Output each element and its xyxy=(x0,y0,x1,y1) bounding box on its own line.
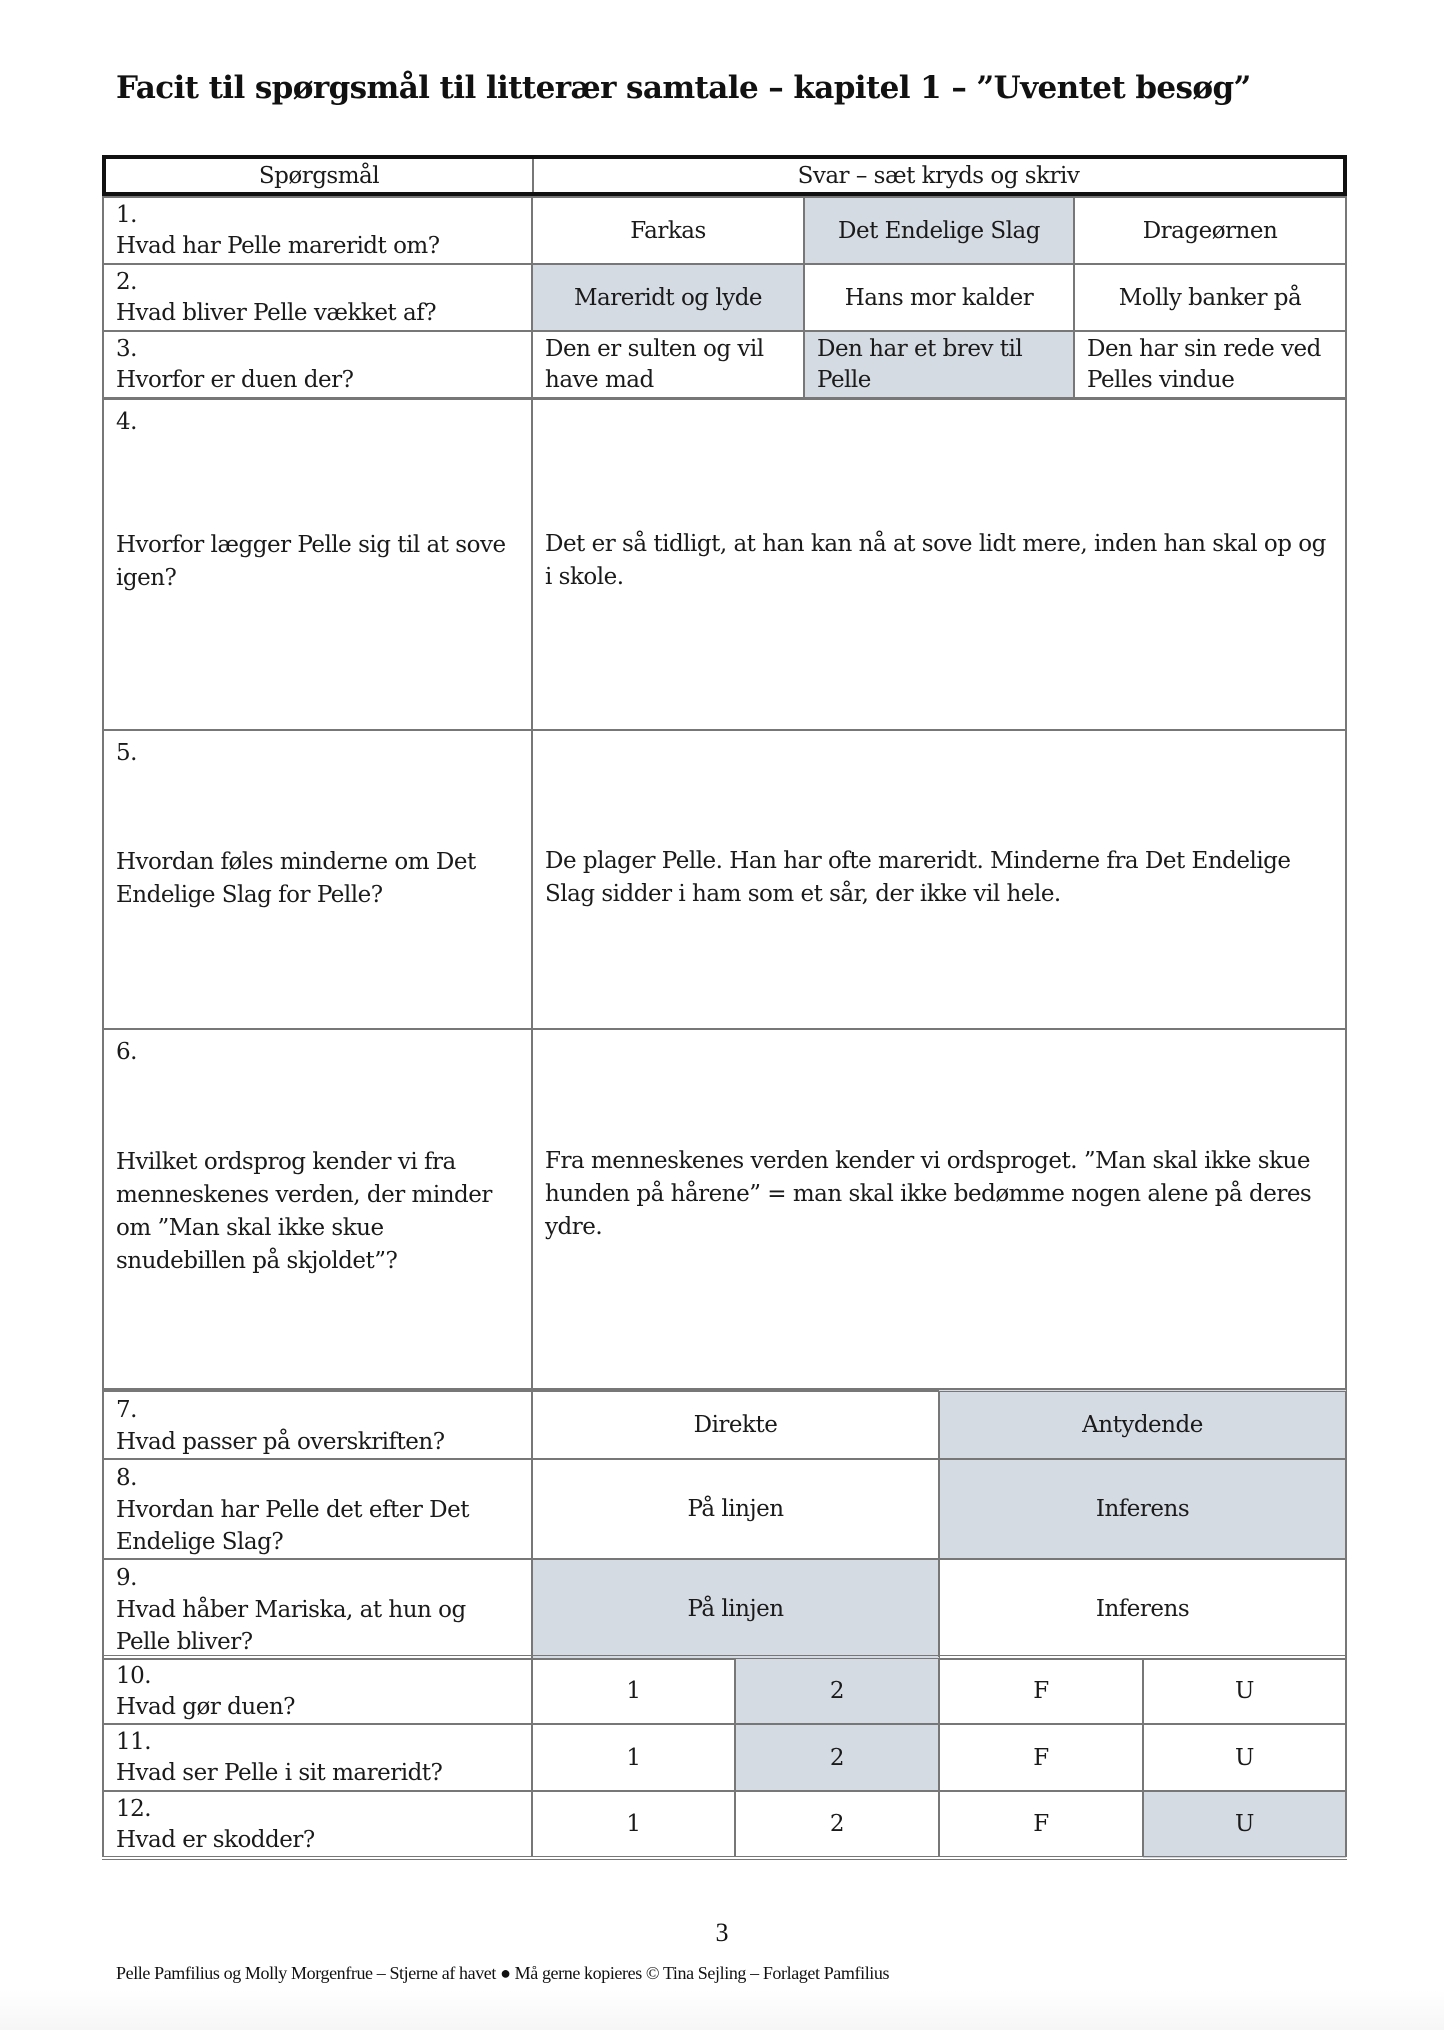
question-text: Hvad ser Pelle i sit mareridt? xyxy=(116,1760,443,1786)
question-number: 5. xyxy=(116,740,137,766)
page-bottom-shade xyxy=(0,1990,1444,2030)
answer-option[interactable] xyxy=(532,1791,735,1858)
answer-text-cell[interactable] xyxy=(532,730,1346,1029)
answer-option-selected[interactable] xyxy=(939,1390,1346,1459)
question-text: Hvad gør duen? xyxy=(116,1694,295,1720)
answer-option[interactable] xyxy=(1143,1657,1346,1724)
question-cell xyxy=(103,730,532,1029)
open-questions-table xyxy=(102,398,1347,1391)
answer-option-label: På linjen xyxy=(687,1496,784,1522)
answer-option-label: Hans mor kalder xyxy=(844,284,1034,311)
answer-option-label: U xyxy=(1235,1811,1254,1837)
question-cell xyxy=(103,1791,532,1858)
answer-option-selected[interactable] xyxy=(804,331,1074,398)
question-row-10 xyxy=(103,1657,1346,1724)
answer-option-label: Direkte xyxy=(693,1412,778,1438)
question-text: Hvilket ordsprog kender vi fra menneskenes verden, der minder om ”Man skal ikke skue snudebillen på skjoldet”? xyxy=(116,1149,492,1274)
answer-option[interactable] xyxy=(939,1724,1143,1791)
answer-option-selected[interactable] xyxy=(804,197,1074,264)
answer-option-selected[interactable] xyxy=(735,1657,939,1724)
question-number: 8. xyxy=(116,1465,137,1491)
answer-option-label: Det Endelige Slag xyxy=(838,217,1040,244)
answer-text: De plager Pelle. Han har ofte mareridt. Minderne fra Det Endelige Slag sidder i ham som et sår, der ikke vil hele. xyxy=(545,848,1291,907)
question-text: Hvad passer på overskriften? xyxy=(116,1429,445,1455)
answer-option[interactable] xyxy=(532,1390,939,1459)
answer-option[interactable] xyxy=(939,1559,1346,1659)
question-text: Hvad bliver Pelle vækket af? xyxy=(116,300,437,326)
answer-option-selected[interactable] xyxy=(1143,1791,1346,1858)
question-text: Hvad har Pelle mareridt om? xyxy=(116,233,440,259)
question-text: Hvorfor er duen der? xyxy=(116,367,354,393)
answer-text: Det er så tidligt, at han kan nå at sove lidt mere, inden han skal op og i skole. xyxy=(545,531,1326,590)
answer-option[interactable] xyxy=(735,1791,939,1858)
question-cell xyxy=(103,399,532,730)
answer-option-label: På linjen xyxy=(687,1596,784,1622)
page-number: 3 xyxy=(715,1918,729,1947)
question-row-2 xyxy=(103,264,1346,331)
answer-option-label: F xyxy=(1033,1811,1049,1837)
question-text: Hvad er skodder? xyxy=(116,1827,315,1853)
answer-option[interactable] xyxy=(939,1657,1143,1724)
question-row-9 xyxy=(103,1559,1346,1659)
question-text: Hvordan føles minderne om Det Endelige Slag for Pelle? xyxy=(116,849,476,908)
answer-option-label: Den er sulten og vil have mad xyxy=(545,336,764,393)
graded-choice-table xyxy=(102,1655,1347,1860)
answer-text-cell[interactable] xyxy=(532,399,1346,730)
answer-option[interactable] xyxy=(1074,264,1346,331)
question-cell xyxy=(103,1657,532,1724)
header-answer-column: Svar – sæt kryds og skriv xyxy=(533,157,1345,194)
question-cell xyxy=(103,1559,532,1659)
header-question-column: Spørgsmål xyxy=(104,157,533,194)
question-text: Hvordan har Pelle det efter Det Endelige Slag? xyxy=(116,1497,469,1555)
answer-option-label: Antydende xyxy=(1082,1412,1203,1438)
question-cell xyxy=(103,1029,532,1390)
question-row-5 xyxy=(103,730,1346,1029)
question-row-4 xyxy=(103,399,1346,730)
question-cell xyxy=(103,1390,532,1459)
answer-option-label: Inferens xyxy=(1095,1596,1190,1622)
answer-option-label: U xyxy=(1235,1744,1254,1771)
multiple-choice-table xyxy=(102,196,1347,399)
answer-option[interactable] xyxy=(532,1459,939,1559)
question-number: 10. xyxy=(116,1663,152,1689)
answer-option-label: 1 xyxy=(626,1744,641,1771)
question-number: 3. xyxy=(116,336,137,362)
question-row-12 xyxy=(103,1791,1346,1858)
answer-option-label: 2 xyxy=(829,1678,845,1704)
answer-option-label: Molly banker på xyxy=(1118,284,1302,311)
question-row-6 xyxy=(103,1029,1346,1390)
question-number: 2. xyxy=(116,269,137,295)
answer-option[interactable] xyxy=(1074,197,1346,264)
question-number: 11. xyxy=(116,1729,152,1755)
answer-option-label: 2 xyxy=(829,1744,845,1771)
question-text: Hvad håber Mariska, at hun og Pelle bliver? xyxy=(116,1597,466,1655)
question-cell xyxy=(103,197,532,264)
answer-option[interactable] xyxy=(939,1791,1143,1858)
question-row-7 xyxy=(103,1390,1346,1459)
answer-option[interactable] xyxy=(1074,331,1346,398)
question-number: 12. xyxy=(116,1796,152,1822)
answer-option-selected[interactable] xyxy=(532,264,804,331)
answer-option-label: F xyxy=(1033,1678,1049,1704)
answer-text: Fra menneskenes verden kender vi ordsproget. ”Man skal ikke skue hunden på hårene” = man skal ikke bedømme nogen alene på deres ydre. xyxy=(545,1148,1312,1240)
question-cell xyxy=(103,1724,532,1791)
answer-option-label: U xyxy=(1235,1678,1254,1704)
answer-option-selected[interactable] xyxy=(735,1724,939,1791)
header-row xyxy=(104,157,1345,194)
question-number: 4. xyxy=(116,409,137,435)
answer-option-label: Mareridt og lyde xyxy=(573,284,763,311)
question-cell xyxy=(103,1459,532,1559)
answer-option-label: Den har et brev til Pelle xyxy=(817,336,1023,393)
question-number: 1. xyxy=(116,202,137,228)
answer-option[interactable] xyxy=(532,1724,735,1791)
question-row-1 xyxy=(103,197,1346,264)
answer-option-label: F xyxy=(1033,1744,1049,1771)
answer-option-label: Den har sin rede ved Pelles vindue xyxy=(1087,336,1321,393)
answer-option-selected[interactable] xyxy=(532,1559,939,1659)
question-row-11 xyxy=(103,1724,1346,1791)
answer-option-label: 1 xyxy=(626,1811,641,1837)
answer-option[interactable] xyxy=(532,1657,735,1724)
answer-option-label: Farkas xyxy=(630,217,706,244)
question-cell xyxy=(103,264,532,331)
answer-option-label: Drageørnen xyxy=(1142,217,1278,244)
table-header xyxy=(102,155,1347,196)
answer-option[interactable] xyxy=(804,264,1074,331)
question-row-8 xyxy=(103,1459,1346,1559)
answer-option[interactable] xyxy=(532,331,804,398)
page-footer: Pelle Pamfilius og Molly Morgenfrue – Stjerne af havet ● Må gerne kopieres © Tina Sejling – Forlaget Pamfilius xyxy=(116,1963,890,1983)
answer-option-label: 2 xyxy=(829,1811,845,1837)
answer-option-label: Inferens xyxy=(1095,1496,1190,1522)
page-title: Facit til spørgsmål til litterær samtale – kapitel 1 – ”Uventet besøg” xyxy=(116,70,1251,106)
question-number: 6. xyxy=(116,1039,137,1065)
question-number: 9. xyxy=(116,1565,137,1591)
question-text: Hvorfor lægger Pelle sig til at sove igen? xyxy=(116,532,506,591)
question-number: 7. xyxy=(116,1397,137,1423)
question-row-3 xyxy=(103,331,1346,398)
answer-option-label: 1 xyxy=(626,1678,641,1704)
answer-option-selected[interactable] xyxy=(939,1459,1346,1559)
answer-option[interactable] xyxy=(532,197,804,264)
answer-text-cell[interactable] xyxy=(532,1029,1346,1390)
answer-option[interactable] xyxy=(1143,1724,1346,1791)
binary-choice-table xyxy=(102,1388,1347,1660)
question-cell xyxy=(103,331,532,398)
